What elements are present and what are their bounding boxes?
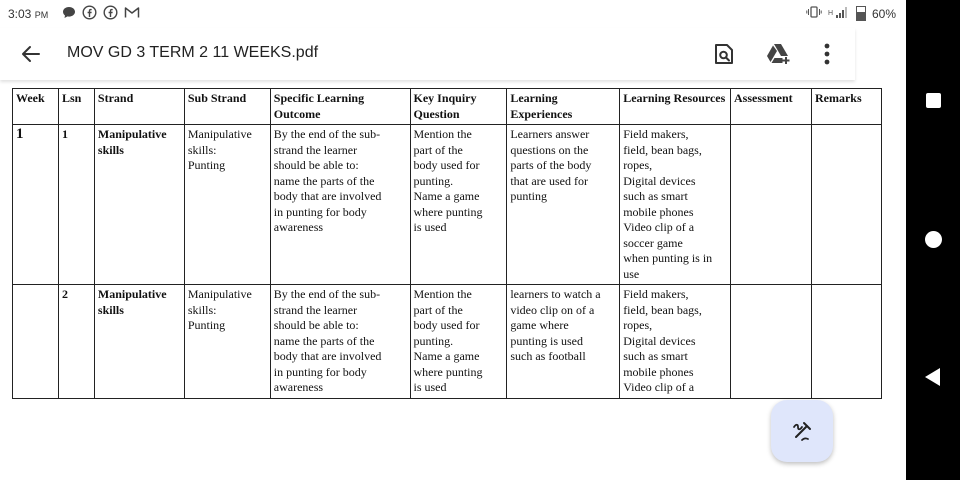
lesson-plan-table (12, 88, 882, 399)
status-right (806, 6, 896, 21)
cell-sub-strand: Manipulative skills: Punting (184, 125, 270, 285)
system-back-button[interactable] (925, 368, 940, 386)
add-to-drive-button[interactable] (764, 39, 794, 69)
annotate-button[interactable] (771, 400, 833, 462)
clock-ampm: PM (34, 10, 49, 20)
cell-assessment (731, 125, 812, 285)
header-assessment: Assessment (731, 89, 812, 125)
cell-outcome: By the end of the sub- strand the learner should be able to: name the parts of the body that are involved in punting for body awareness (270, 285, 410, 399)
header-learning-experiences: Learning Experiences (507, 89, 620, 125)
status-time (8, 7, 48, 21)
more-vert-icon (824, 43, 830, 65)
table-row (13, 125, 882, 285)
header-learning-resources: Learning Resources (620, 89, 731, 125)
arrow-left-icon (21, 45, 41, 63)
recent-apps-button[interactable] (926, 93, 941, 108)
header-sub-strand: Sub Strand (184, 89, 270, 125)
pen-edit-icon (790, 419, 814, 443)
header-week: Week (13, 89, 59, 125)
header-key-inquiry-question: Key Inquiry Question (410, 89, 507, 125)
signal-icon (828, 6, 850, 21)
cell-week: 1 (13, 125, 59, 285)
cell-inquiry: Mention the part of the body used for punting. Name a game where punting is used (410, 285, 507, 399)
cell-sub-strand: Manipulative skills: Punting (184, 285, 270, 399)
svg-text:H: H (827, 10, 834, 17)
cell-strand: Manipulative skills (94, 285, 184, 399)
table-header-row (13, 89, 882, 125)
battery-percent: 60% (871, 6, 896, 21)
cell-inquiry: Mention the part of the body used for punting. Name a game where punting is used (410, 125, 507, 285)
cell-assessment (731, 285, 812, 399)
battery-icon (856, 6, 866, 21)
cell-outcome: By the end of the sub- strand the learner should be able to: name the parts of the body that are involved in punting for body awareness (270, 125, 410, 285)
home-button[interactable] (925, 231, 942, 248)
header-specific-learning-outcome: Specific Learning Outcome (270, 89, 410, 125)
table-row (13, 285, 882, 399)
cell-experiences: learners to watch a video clip on of a game where punting is used such as football (507, 285, 620, 399)
cell-lesson: 2 (58, 285, 94, 399)
drive-add-icon (766, 43, 792, 65)
cell-resources: Field makers, field, bean bags, ropes, Digital devices such as smart mobile phones Video clip of a soccer game when punting is in use (620, 125, 731, 285)
more-options-button[interactable] (812, 39, 842, 69)
clock-time: 3:03 (8, 7, 32, 21)
header-strand: Strand (94, 89, 184, 125)
document-title: MOV GD 3 TERM 2 11 WEEKS.pdf (67, 44, 319, 61)
cell-remarks (811, 125, 881, 285)
facebook-icon (82, 5, 97, 20)
notification-icons (62, 5, 140, 20)
cell-experiences: Learners answer questions on the parts of the body that are used for punting (507, 125, 620, 285)
top-app-bar (0, 28, 855, 80)
find-in-document-button[interactable] (709, 39, 739, 69)
document-search-icon (714, 43, 734, 65)
header-remarks: Remarks (811, 89, 881, 125)
gmail-icon (124, 6, 140, 19)
status-bar (0, 0, 906, 28)
vibrate-icon (806, 6, 822, 21)
cell-strand: Manipulative skills (94, 125, 184, 285)
facebook-icon-2 (103, 5, 118, 20)
chat-bubble-icon (62, 6, 76, 19)
cell-resources: Field makers, field, bean bags, ropes, Digital devices such as smart mobile phones Video clip of a (620, 285, 731, 399)
cell-lesson: 1 (58, 125, 94, 285)
header-lesson: Lsn (58, 89, 94, 125)
back-button[interactable] (14, 40, 48, 68)
cell-remarks (811, 285, 881, 399)
cell-week (13, 285, 59, 399)
